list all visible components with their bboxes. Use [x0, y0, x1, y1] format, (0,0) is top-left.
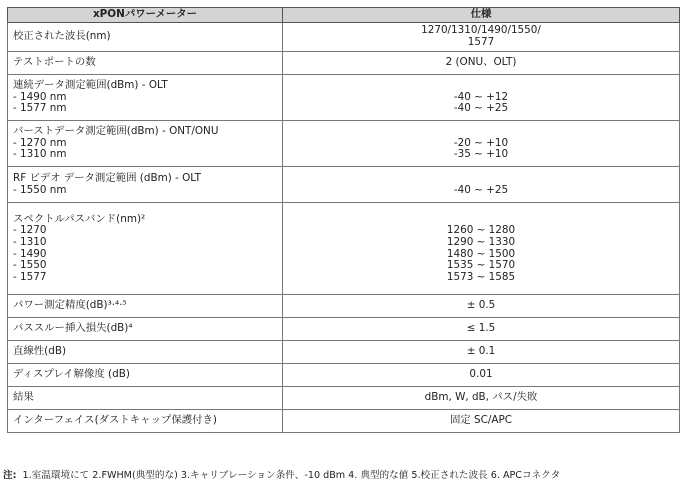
spec-value-line — [288, 173, 674, 185]
spec-label-line: 連続データ測定範囲(dBm) - OLT — [13, 79, 168, 92]
footnote-text: 1.室温環境にて 2.FWHM(典型的な) 3.キャリブレーション条件、-10 dBm 4. 典型的な値 5.校正された波長 6. APCコネクタ — [22, 470, 561, 481]
spec-value-line: 1577 — [467, 36, 495, 48]
column-header-product: xPONパワーメーター — [8, 8, 283, 23]
spec-value-line: -20 ~ +10 — [453, 136, 509, 149]
spec-label-line: バーストデータ測定範囲(dBm) - ONT/ONU — [13, 125, 219, 138]
spec-value-cell — [283, 75, 680, 121]
spec-label-cell — [8, 23, 283, 52]
spec-label-cell — [8, 318, 283, 341]
spec-table — [7, 7, 680, 433]
spec-value-cell — [283, 410, 680, 433]
table-row — [8, 364, 680, 387]
spec-value-line: ≤ 1.5 — [466, 322, 496, 335]
spec-value-line — [288, 80, 674, 92]
spec-value-cell — [283, 341, 680, 364]
table-row — [8, 75, 680, 121]
table-row — [8, 167, 680, 203]
spec-value-line: 1260 ~ 1280 — [446, 224, 516, 237]
spec-label-line: 校正された波長(nm) — [13, 30, 111, 43]
spec-label-line: インターフェイス(ダストキャップ保護付き) — [13, 414, 217, 427]
spec-label-line: - 1270 nm — [13, 136, 67, 149]
table-header-row — [8, 8, 680, 23]
spec-value-cell — [283, 318, 680, 341]
spec-value-line: 1290 ~ 1330 — [446, 235, 516, 248]
spec-value-line: 0.01 — [469, 368, 493, 381]
spec-value-line — [288, 126, 674, 138]
spec-label-line: テストポートの数 — [13, 56, 96, 69]
column-header-spec: 仕様 — [283, 8, 680, 23]
spec-label-line: - 1270 — [13, 224, 47, 237]
spec-label-line: RF ビデオ データ測定範囲 (dBm) - OLT — [13, 171, 201, 184]
spec-value-line: dBm, W, dB, パス/失敗 — [424, 391, 538, 404]
spec-value-cell — [283, 387, 680, 410]
spec-value-cell — [283, 167, 680, 203]
spec-value-cell — [283, 23, 680, 52]
spec-label-cell — [8, 295, 283, 318]
spec-label-line: - 1310 — [13, 235, 47, 248]
spec-label-line: - 1490 nm — [13, 90, 67, 103]
table-row — [8, 121, 680, 167]
spec-label-line: - 1550 — [13, 259, 47, 272]
spec-value-line: 1573 ~ 1585 — [446, 270, 516, 283]
spec-value-cell — [283, 203, 680, 295]
spec-value-line: 1480 ~ 1500 — [446, 247, 516, 260]
spec-value-cell — [283, 121, 680, 167]
spec-label-line: - 1490 — [13, 247, 47, 260]
spec-label-cell — [8, 75, 283, 121]
spec-value-cell — [283, 364, 680, 387]
spec-value-line: -40 ~ +12 — [453, 90, 509, 103]
spec-value-line: 1270/1310/1490/1550/ — [421, 24, 541, 37]
footnote-prefix: 注: — [3, 470, 17, 481]
spec-label-cell — [8, 410, 283, 433]
spec-label-line: 結果 — [13, 391, 34, 404]
spec-table-body — [8, 23, 680, 433]
table-row — [8, 318, 680, 341]
spec-value-line: -40 ~ +25 — [453, 183, 509, 196]
spec-label-line: 直線性(dB) — [13, 345, 67, 358]
spec-value-line: 2 (ONU、OLT) — [445, 56, 517, 69]
spec-value-line: ± 0.5 — [466, 299, 496, 312]
spec-value-cell — [283, 295, 680, 318]
spec-label-line: - 1577 nm — [13, 102, 67, 115]
table-row — [8, 341, 680, 364]
spec-label-cell — [8, 52, 283, 75]
footnote — [3, 467, 560, 481]
spec-label-line: - 1310 nm — [13, 148, 67, 161]
spec-label-line: - 1550 nm — [13, 183, 67, 196]
spec-label-line: スペクトルパスバンド(nm)² — [13, 212, 146, 225]
spec-label-line: - 1577 — [13, 270, 47, 283]
spec-value-line: 固定 SC/APC — [449, 414, 513, 427]
spec-label-cell — [8, 167, 283, 203]
spec-label-line: パススルー挿入損失(dB)⁴ — [13, 322, 133, 335]
spec-label-cell — [8, 364, 283, 387]
table-row — [8, 23, 680, 52]
spec-label-line: パワー測定精度(dB)³·⁴·⁵ — [13, 299, 127, 312]
spec-value-line: ± 0.1 — [466, 345, 496, 358]
spec-value-cell — [283, 52, 680, 75]
table-row — [8, 387, 680, 410]
spec-label-cell — [8, 203, 283, 295]
spec-label-cell — [8, 387, 283, 410]
spec-label-cell — [8, 341, 283, 364]
spec-label-line: ディスプレイ解像度 (dB) — [13, 368, 130, 381]
spec-value-line: -40 ~ +25 — [453, 102, 509, 115]
spec-value-line: 1535 ~ 1570 — [446, 259, 516, 272]
spec-value-line: -35 ~ +10 — [453, 148, 509, 161]
table-row — [8, 410, 680, 433]
table-row — [8, 52, 680, 75]
table-row — [8, 295, 680, 318]
spec-label-cell — [8, 121, 283, 167]
table-row — [8, 203, 680, 295]
